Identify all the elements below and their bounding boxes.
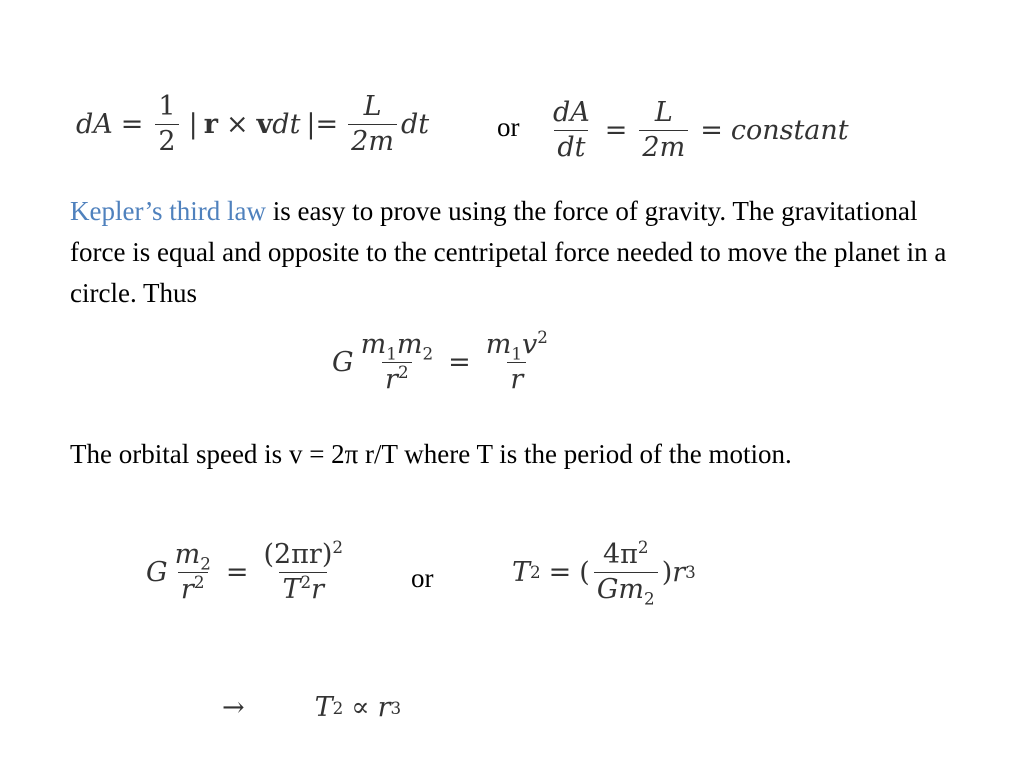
eq2-dA-dt: $\frac{dA}{dt}$ bbox=[553, 97, 590, 163]
eq1-dA: dA bbox=[76, 108, 113, 140]
eq3-lhs-fraction: $\frac{m_1m_2}{r^2}$ bbox=[360, 329, 434, 395]
eq2-L-over-2m: $\frac{L}{2m}$ bbox=[639, 98, 688, 162]
paragraph-orbital-speed: The orbital speed is v = 2π r/T where T is the period of the motion. bbox=[70, 439, 792, 469]
paragraph-kepler-intro-text: is easy to prove using the force of gravity. The gravitational force is equal and opposite to the centripetal force needed to move the planet in a circle. Thus bbox=[70, 196, 947, 308]
eq3-rhs-fraction: $\frac{m_1v^2}{r}$ bbox=[485, 327, 548, 395]
equation-substituted: G $\frac{m_2}{r^2}$ = $\frac{(2\pi r)^2}{T^2r}$ bbox=[146, 540, 350, 604]
equation-proportionality: → T 2 ∝ r 3 bbox=[222, 692, 402, 723]
equation-area-constant: $\frac{dA}{dt}$ = $\frac{L}{2m}$ = constant bbox=[546, 98, 849, 162]
equation-force-balance: G $\frac{m_1m_2}{r^2}$ = $\frac{m_1v^2}{r}$ bbox=[332, 330, 555, 394]
eq4-rhs-fraction: $\frac{(2\pi r)^2}{T^2r}$ bbox=[263, 537, 344, 605]
eq5-fraction: $\frac{4\pi^2}{Gm_2}$ bbox=[594, 540, 658, 604]
eq4-lhs-fraction: $\frac{m_2}{r^2}$ bbox=[174, 539, 211, 605]
or-label-2: or bbox=[411, 563, 434, 593]
kepler-third-law-link[interactable]: Kepler’s third law bbox=[70, 196, 266, 226]
eq1-L-over-2m: $\frac{L}{2m}$ bbox=[348, 92, 397, 156]
equation-area-rate: dA = $\frac{1}{2}$ | r × v dt |= $\frac{L}{2m}$ dt bbox=[76, 91, 430, 157]
or-label-1: or bbox=[497, 112, 520, 142]
arrow-icon: → bbox=[222, 692, 245, 723]
eq2-constant: constant bbox=[730, 114, 849, 146]
paragraph-kepler-intro bbox=[70, 191, 970, 314]
eq1-half-fraction: $\frac{1}{2}$ bbox=[155, 92, 178, 156]
equation-period-squared: T 2 = ( $\frac{4\pi^2}{Gm_2}$ ) r 3 bbox=[512, 537, 696, 609]
